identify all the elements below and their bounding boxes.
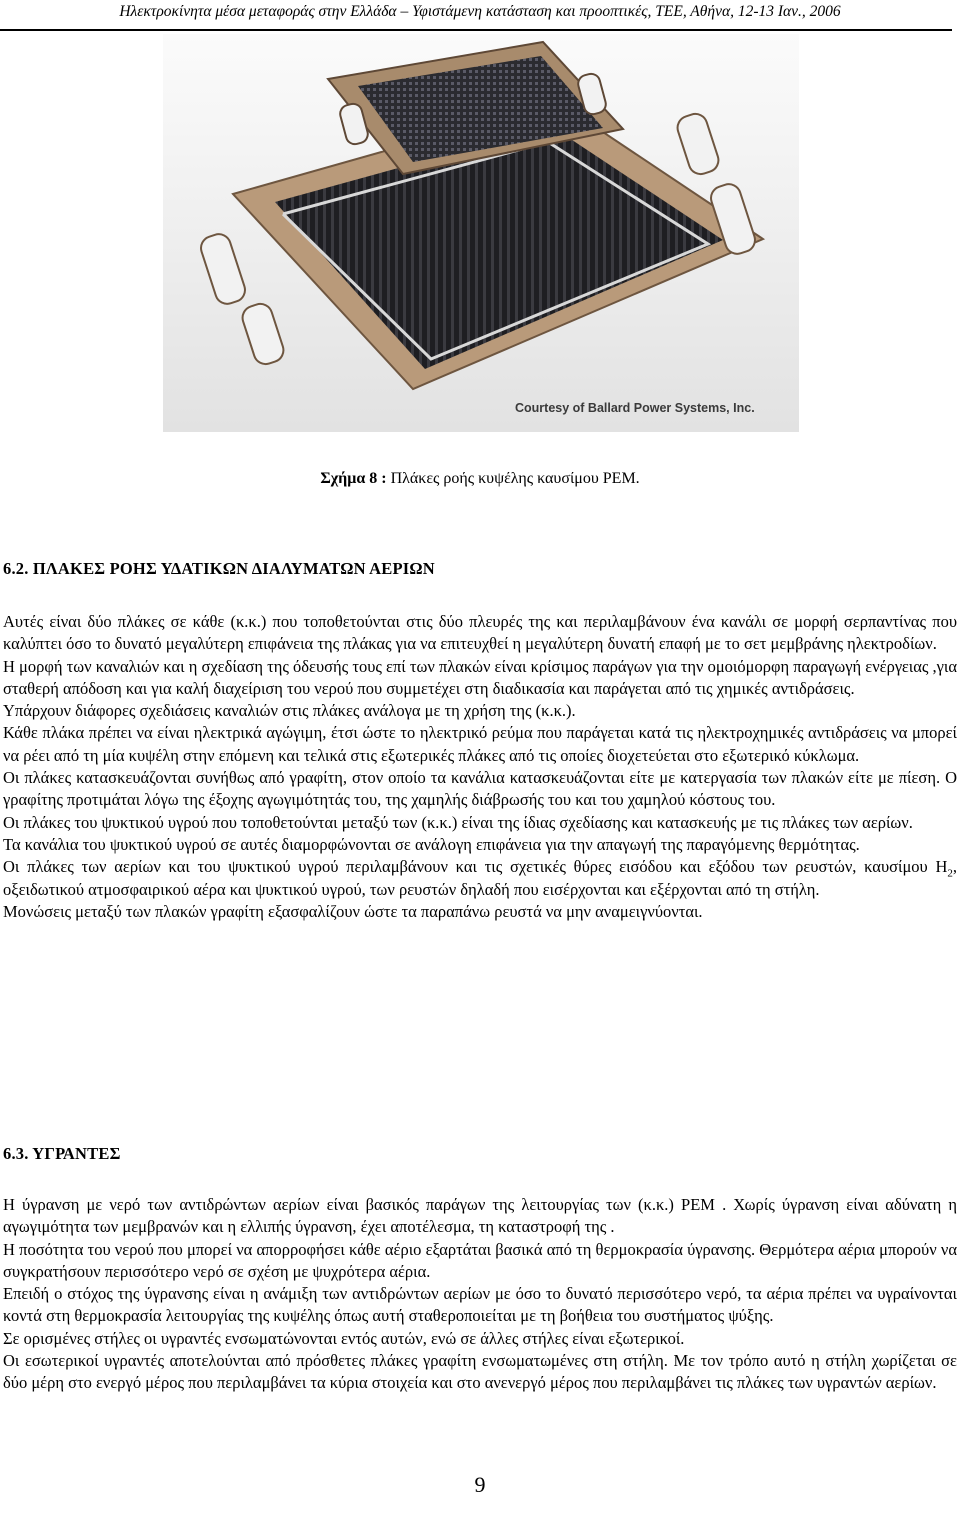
photo-credit: Courtesy of Ballard Power Systems, Inc. [515, 401, 755, 415]
figure-caption-text: Πλάκες ροής κυψέλης καυσίμου PEM. [386, 470, 640, 487]
section-6-2-body [3, 611, 957, 923]
figure-caption [0, 470, 960, 488]
paragraph-text: Οι πλάκες των αερίων και του ψυκτικού υγρού περιλαμβάνουν και τις σχετικές θύρες εισόδου και εξόδου των ρευστών, καυσίμου H [3, 857, 948, 877]
paragraph: Μονώσεις μεταξύ των πλακών γραφίτη εξασφαλίζουν ώστε τα παραπάνω ρευστά να μην αναμειγνύονται. [3, 901, 703, 921]
paragraph: Οι εσωτερικοί υγραντές αποτελούνται από πρόσθετες πλάκες γραφίτη ενσωματωμένες στη στήλη. Με τον τρόπο αυτό η στήλη χωρίζεται σε δύο μέρη στο ενεργό μέρος που περιλαμβάνει τα κύρια στοιχεία και στο ανενεργό μέρος που περιλαμβάνει τις πλάκες των υγραντών αερίων. [3, 1351, 957, 1393]
fuel-cell-flow-plates-photo [163, 34, 799, 432]
paragraph: Σε ορισμένες στήλες οι υγραντές ενσωματώνονται εντός αυτών, ενώ σε άλλες στήλες είναι εξωτερικοί. [3, 1328, 685, 1348]
paragraph: Επειδή ο στόχος της ύγρανσης είναι η ανάμιξη των αντιδρώντων αερίων με όσο το δυνατό περισσότερο νερό, τα αέρια πρέπει να υγραίνονται κοντά στη θερμοκρασία λειτουργίας της κυψέλης όπως αυτή σταθεροποιείται με τη βοήθεια του συστήματος ψύξης. [3, 1284, 957, 1326]
running-header: Ηλεκτροκίνητα μέσα μεταφοράς στην Ελλάδα – Υφιστάμενη κατάσταση και προοπτικές, ΤΕΕ, Αθήνα, 12-13 Ιαν., 2006 [119, 3, 841, 20]
paragraph-text: , οξειδωτικού ατμοσφαιρικού αέρα και ψυκτικού υγρού, των ρευστών δηλαδή που εισέρχονται και εξέρχονται από τη στήλη. [3, 857, 957, 899]
paragraph: Η μορφή των καναλιών και η σχεδίαση της όδευσής τους επί των πλακών είναι κρίσιμος παράγων για την ομοιόμορφη παραγωγή ενέργειας ,για σταθερή απόδοση και για καλή διαχείριση του νερού που συμμετέχει στη διαδικασία και παράγεται από τις χημικές αντιδράσεις. [3, 656, 958, 698]
paragraph: Υπάρχουν διάφορες σχεδιάσεις καναλιών στις πλάκες ανάλογα με τη χρήση της (κ.κ.). [3, 701, 576, 721]
photo-illustration [163, 34, 799, 432]
paragraph [3, 856, 957, 901]
header-divider [0, 29, 952, 31]
page-number: 9 [474, 1472, 486, 1497]
paragraph: Αυτές είναι δύο πλάκες σε κάθε (κ.κ.) που τοποθετούνται στις δύο πλευρές της και περιλαμβάνουν ένα κανάλι σε μορφή σερπαντίνας που καλύπτει όσο το δυνατό μεγαλύτερη επιφάνεια της πλάκας για να επιτευχθεί η μεγαλύτερη δυνατή επαφή με το σετ μεμβράνης ηλεκτροδίων. [3, 612, 957, 654]
paragraph: Η ποσότητα του νερού που μπορεί να απορροφήσει κάθε αέριο εξαρτάται βασικά από τη θερμοκρασία ύγρανσης. Θερμότερα αέρια μπορούν να συγκρατήσουν περισσότερο νερό σε σχέση με ψυχρότερα αέρια. [3, 1239, 957, 1281]
paragraph: Τα κανάλια του ψυκτικού υγρού σε αυτές διαμορφώνονται σε ανάλογη επιφάνεια για την απαγωγή της παραγόμενης θερμότητας. [3, 834, 860, 854]
paragraph: Οι πλάκες κατασκευάζονται συνήθως από γραφίτη, στον οποίο τα κανάλια κατασκευάζονται είτε με κατεργασία των πλακών είτε με πίεση. Ο γραφίτης προτιμάται λόγω της έξοχης αγωγιμότητάς του, της χαμηλής διάβρωσής του και του χαμηλού κόστους του. [3, 768, 957, 810]
section-6-3-body [3, 1194, 957, 1395]
paragraph: Η ύγρανση με νερό των αντιδρώντων αερίων είναι βασικός παράγων της λειτουργίας των (κ.κ.) PEM . Χωρίς ύγρανση είναι αδύνατη η αγωγιμότητα των μεμβρανών και η ελλιπής ύγρανση, έχει αποτέλεσμα, τη καταστροφή της . [3, 1195, 957, 1237]
section-6-3-heading: 6.3. ΥΓΡΑΝΤΕΣ [3, 1144, 121, 1163]
section-6-2-heading: 6.2. ΠΛΑΚΕΣ ΡΟΗΣ ΥΔΑΤΙΚΩΝ ΔΙΑΛΥΜΑΤΩΝ ΑΕΡΙΩΝ [3, 559, 435, 578]
subscript: 2 [947, 867, 953, 880]
figure-caption-label: Σχήμα 8 : [320, 470, 387, 487]
paragraph: Οι πλάκες του ψυκτικού υγρού που τοποθετούνται μεταξύ των (κ.κ.) είναι της ίδιας σχεδίασης και κατασκευής με τις πλάκες των αερίων. [3, 812, 913, 832]
paragraph: Κάθε πλάκα πρέπει να είναι ηλεκτρικά αγώγιμη, έτσι ώστε το ηλεκτρικό ρεύμα που παράγεται κατά τις ηλεκτροχημικές αντιδράσεις να μπορεί να ρέει από τη μία κυψέλη στην επόμενη και τελικά στις εξωτερικές πλάκες από τις οποίες διοχετεύεται στο εξωτερικό κύκλωμα. [3, 723, 957, 765]
